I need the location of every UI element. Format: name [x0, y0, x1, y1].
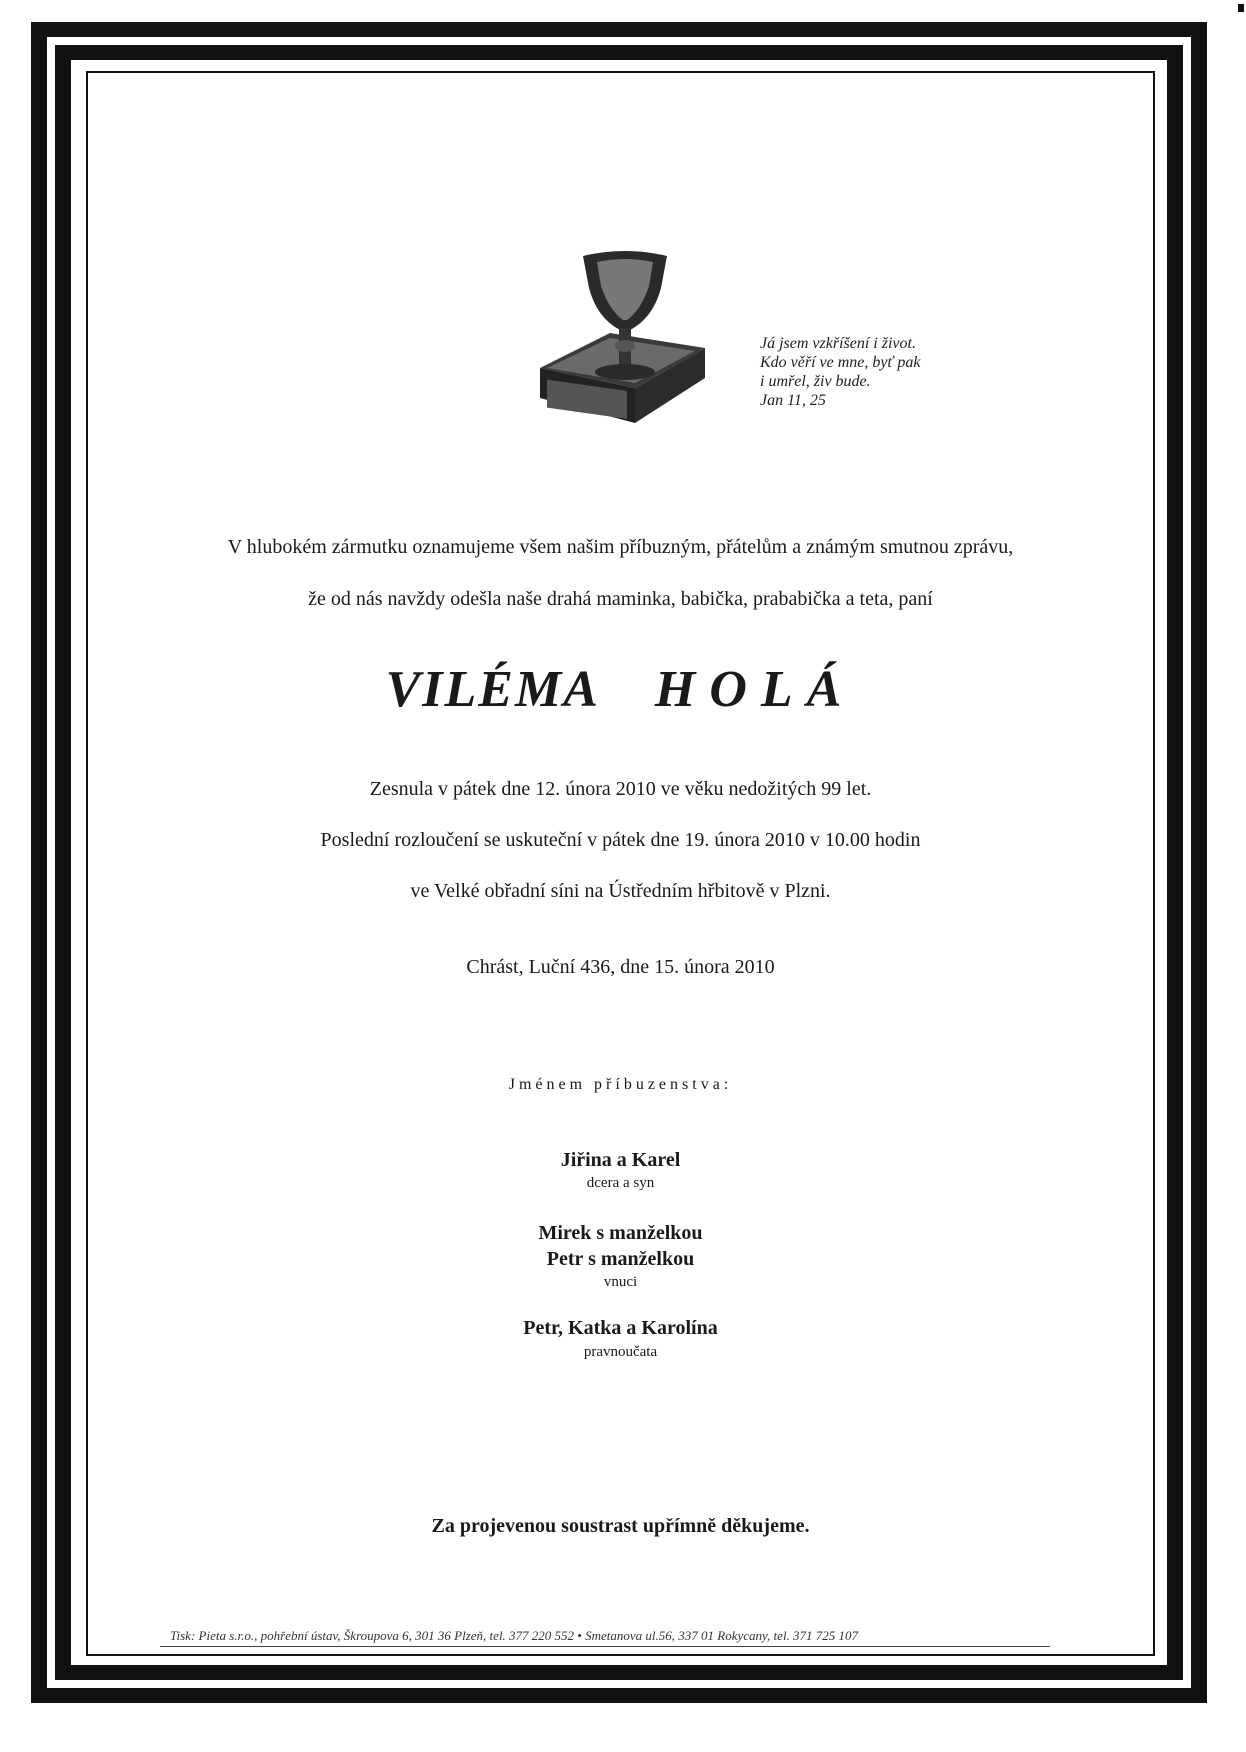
surname: HOLÁ [654, 661, 856, 718]
chalice-on-bible-icon [535, 248, 710, 433]
relative-name: Mirek s manželkou [538, 1222, 703, 1244]
on-behalf-heading: Jménem příbuzenstva: [508, 1076, 733, 1093]
farewell-line-2: ve Velké obřadní síni na Ústředním hřbitově v Plzni. [410, 880, 831, 902]
verse-line: i umřel, živ bude. [760, 373, 871, 390]
printer-imprint: Tisk: Pieta s.r.o., pohřební ústav, Škroupova 6, 301 36 Plzeň, tel. 377 220 552 • Smetanova ul.56, 337 01 Rokycany, tel. 371 725 107 [170, 1628, 859, 1643]
relative-role: dcera a syn [586, 1175, 655, 1191]
place-date: Chrást, Luční 436, dne 15. února 2010 [466, 956, 775, 978]
death-info: Zesnula v pátek dne 12. února 2010 ve věku nedožitých 99 let. [369, 778, 872, 800]
scan-mark [1238, 4, 1244, 12]
deceased-name [86, 660, 1155, 719]
verse-line: Já jsem vzkříšení i život. [760, 335, 916, 352]
thanks-line: Za projevenou soustrast upřímně děkujeme. [431, 1515, 810, 1537]
relative-name: Jiřina a Karel [560, 1149, 681, 1171]
verse-line: Kdo věří ve mne, byť pak [760, 354, 921, 371]
announcement-line-1: V hlubokém zármutku oznamujeme všem našim příbuzným, přátelům a známým smutnou zprávu, [227, 536, 1014, 558]
relative-name: Petr s manželkou [546, 1248, 695, 1270]
farewell-line-1: Poslední rozloučení se uskuteční v pátek dne 19. února 2010 v 10.00 hodin [320, 829, 921, 851]
relative-role: pravnoučata [583, 1344, 658, 1360]
imprint-underline [160, 1646, 1050, 1647]
verse-reference: Jan 11, 25 [760, 392, 826, 409]
relative-name: Petr, Katka a Karolína [523, 1317, 718, 1339]
relative-role: vnuci [603, 1274, 638, 1290]
announcement-line-2: že od nás navždy odešla naše drahá maminka, babička, prababička a teta, paní [308, 588, 933, 610]
bible-verse [760, 334, 1000, 410]
first-name: VILÉMA [385, 661, 600, 718]
